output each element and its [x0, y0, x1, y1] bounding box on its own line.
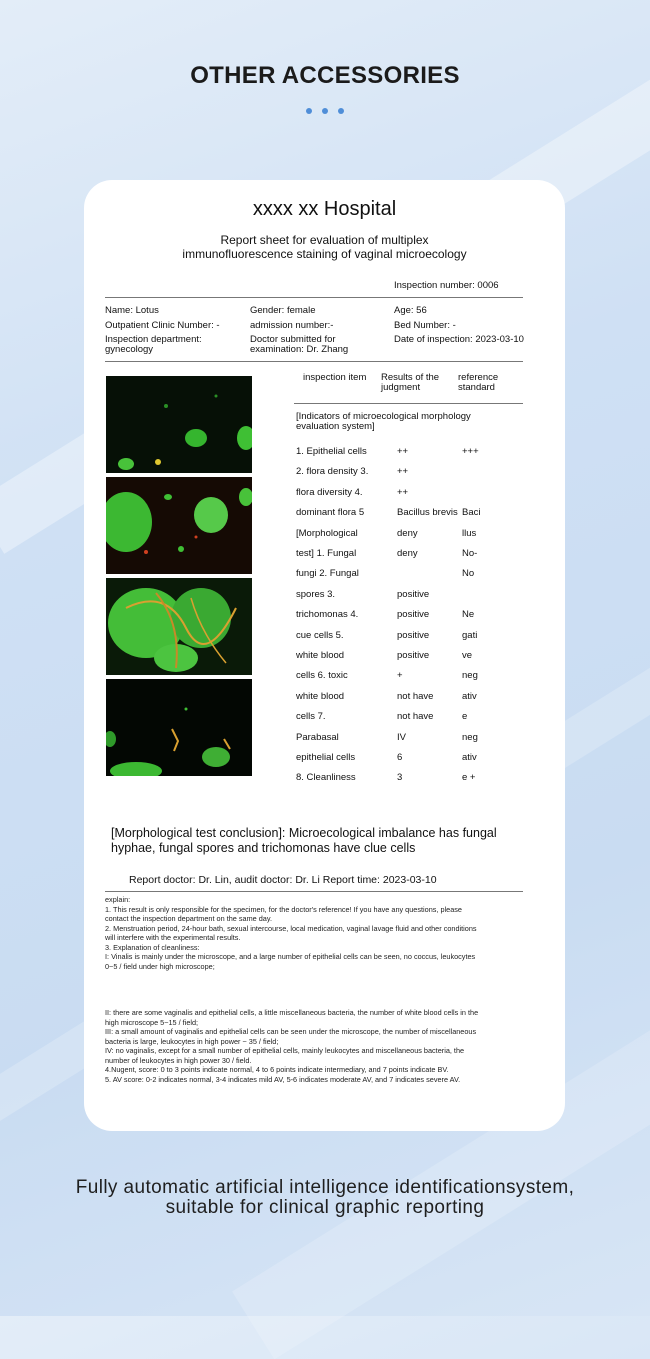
- table-cell-result: deny: [397, 527, 418, 539]
- explanation-line: number of leukocytes in high power 30 / field.: [105, 1055, 252, 1065]
- doctor-line: Doctor submitted for: [250, 334, 336, 345]
- table-cell-ref: Baci: [462, 507, 481, 519]
- table-cell-item: 8. Cleanliness: [296, 772, 356, 784]
- explanation-line: high microscope 5~15 / field;: [105, 1017, 199, 1027]
- inspection-department: [105, 335, 202, 355]
- table-cell-item: cells 7.: [296, 711, 326, 723]
- explanation-line: contact the inspection department on the same day.: [105, 914, 272, 923]
- conclusion-line: hyphae, fungal spores and trichomonas have clue cells: [111, 841, 416, 855]
- table-cell-result: 6: [397, 752, 403, 763]
- table-cell-item: epithelial cells: [296, 752, 356, 763]
- table-cell-result: positive: [397, 588, 430, 600]
- column-header-item: inspection item: [303, 372, 367, 383]
- header-line: reference: [458, 372, 499, 383]
- explanation-line: will interfere with the experimental results.: [105, 933, 241, 942]
- admission-number: admission number:-: [250, 320, 334, 331]
- table-cell-item: 1. Epithelial cells: [296, 446, 367, 457]
- table-cell-ref: +++: [462, 446, 479, 457]
- column-header-reference: [458, 373, 498, 393]
- explanation-line: 4.Nugent, score: 0 to 3 points indicate normal, 4 to 6 points indicate intermediary, and 7 points indicate BV.: [105, 1065, 449, 1074]
- table-cell-ref: e: [462, 711, 468, 723]
- divider: [105, 297, 523, 298]
- table-cell-result: +: [397, 670, 403, 682]
- explanation-line: 2. Menstruation period, 24-hour bath, sexual intercourse, local medication, vaginal lavage fluid and other conditions: [105, 923, 477, 933]
- explanation-line: II: there are some vaginalis and epithelial cells, a little miscellaneous bacteria, the number of white blood cells in the: [105, 1008, 479, 1017]
- doctor-line: examination: Dr. Zhang: [250, 344, 349, 355]
- inspection-number: Inspection number: 0006: [394, 280, 499, 291]
- table-cell-ref: gati: [462, 629, 478, 641]
- table-cell-result: positive: [397, 609, 430, 621]
- footer-line: Fully automatic artificial intelligence identificationsystem,: [75, 1177, 575, 1198]
- table-cell-result: IV: [397, 731, 406, 743]
- explanation-line: IV: no vaginalis, except for a small number of epithelial cells, mainly leukocytes and miscellaneous bacteria, the: [105, 1046, 465, 1055]
- table-cell-ref: ativ: [462, 690, 477, 702]
- divider: [105, 891, 523, 892]
- table-cell-item: cue cells 5.: [296, 629, 344, 641]
- subtitle-line: Report sheet for evaluation of multiplex: [220, 233, 429, 247]
- hospital-name: xxxx xx Hospital: [252, 198, 397, 220]
- explanation-line: 3. Explanation of cleanliness:: [105, 942, 200, 952]
- explanation-line: I: Vinalis is mainly under the microscope, and a large number of epithelial cells can be seen, no coccus, leukocytes: [105, 952, 476, 961]
- section-title: [296, 412, 471, 432]
- bed-number: Bed Number: -: [394, 320, 456, 331]
- microscope-image: [106, 477, 252, 574]
- dept-line: Inspection department:: [105, 334, 202, 345]
- header-line: Results of the: [381, 372, 440, 383]
- table-cell-item: [Morphological: [296, 527, 358, 539]
- table-cell-item: white blood: [296, 650, 345, 661]
- dot: [322, 108, 328, 114]
- report-subtitle: [84, 233, 565, 261]
- header-line: judgment: [381, 382, 421, 393]
- table-cell-item: Parabasal: [296, 731, 339, 743]
- table-cell-ref: llus: [462, 527, 477, 539]
- table-cell-ref: No-: [462, 548, 478, 559]
- microscope-image: [106, 578, 252, 675]
- divider: [294, 403, 523, 404]
- explanation-block: [105, 895, 545, 971]
- dept-line: gynecology: [105, 344, 154, 355]
- column-header-result: [381, 373, 439, 393]
- explanation-line: 1. This result is only responsible for the specimen, for the doctor's reference! If you have any questions, please: [105, 904, 462, 914]
- table-cell-ref: ve: [462, 650, 473, 661]
- footer-line: suitable for clinical graphic reporting: [165, 1197, 485, 1218]
- table-cell-ref: No: [462, 568, 475, 580]
- explanation-line: III: a small amount of vaginalis and epithelial cells can be seen under the microscope, the number of miscellaneous: [105, 1027, 477, 1036]
- table-cell-ref: neg: [462, 731, 478, 743]
- patient-age: Age: 56: [394, 305, 427, 316]
- microscope-image: [106, 376, 252, 473]
- section-line: [Indicators of microecological morphology: [296, 411, 471, 422]
- table-cell-result: ++: [397, 446, 409, 457]
- table-cell-result: positive: [397, 650, 430, 661]
- table-cell-result: positive: [397, 629, 430, 641]
- table-cell-item: trichomonas 4.: [296, 609, 359, 621]
- dot: [338, 108, 344, 114]
- table-cell-item: fungi 2. Fungal: [296, 568, 359, 580]
- table-cell-ref: e +: [462, 772, 476, 784]
- table-cell-ref: ativ: [462, 752, 477, 763]
- conclusion-line: [Morphological test conclusion]: Microecological imbalance has fungal: [111, 826, 497, 840]
- table-cell-ref: neg: [462, 670, 478, 682]
- explanation-line: explain:: [105, 895, 131, 904]
- patient-gender: Gender: female: [250, 305, 316, 316]
- table-cell-result: Bacillus brevis: [397, 507, 458, 519]
- table-cell-result: ++: [397, 466, 409, 478]
- page-heading: OTHER ACCESSORIES: [190, 62, 460, 89]
- subtitle-line: immunofluorescence staining of vaginal microecology: [182, 247, 467, 261]
- table-cell-item: cells 6. toxic: [296, 670, 348, 682]
- table-cell-item: flora diversity 4.: [296, 486, 363, 498]
- explanation-line: bacteria is large, leukocytes in high power ~ 35 / field;: [105, 1036, 279, 1046]
- patient-name: Name: Lotus: [105, 305, 159, 316]
- table-cell-result: not have: [397, 690, 434, 702]
- test-conclusion: [111, 826, 551, 856]
- table-cell-item: 2. flora density 3.: [296, 466, 369, 478]
- table-cell-result: ++: [397, 486, 409, 498]
- table-cell-result: 3: [397, 772, 403, 784]
- divider: [105, 361, 523, 362]
- explanation-block: [105, 1008, 545, 1084]
- explanation-line: 0~5 / field under high microscope;: [105, 961, 215, 971]
- table-cell-item: white blood: [296, 690, 345, 702]
- table-cell-result: not have: [397, 711, 434, 723]
- report-card: [84, 180, 565, 1131]
- submitting-doctor: [250, 335, 348, 355]
- table-cell-item: dominant flora 5: [296, 507, 365, 519]
- explanation-line: 5. AV score: 0-2 indicates normal, 3-4 indicates mild AV, 5-6 indicates moderate AV, and 7 indicates severe AV.: [105, 1074, 461, 1084]
- dot: [306, 108, 312, 114]
- section-line: evaluation system]: [296, 421, 375, 432]
- table-cell-ref: Ne: [462, 609, 475, 621]
- header-line: standard: [458, 382, 495, 393]
- footer-caption: [0, 1178, 650, 1218]
- outpatient-number: Outpatient Clinic Number: -: [105, 320, 220, 331]
- table-cell-item: test] 1. Fungal: [296, 548, 357, 559]
- report-signature: Report doctor: Dr. Lin, audit doctor: Dr. Li Report time: 2023-03-10: [129, 874, 437, 886]
- inspection-date: Date of inspection: 2023-03-10: [394, 334, 524, 345]
- microscope-image: [106, 679, 252, 776]
- table-cell-item: spores 3.: [296, 588, 336, 600]
- heading-dots: [0, 101, 650, 119]
- table-cell-result: deny: [397, 548, 418, 559]
